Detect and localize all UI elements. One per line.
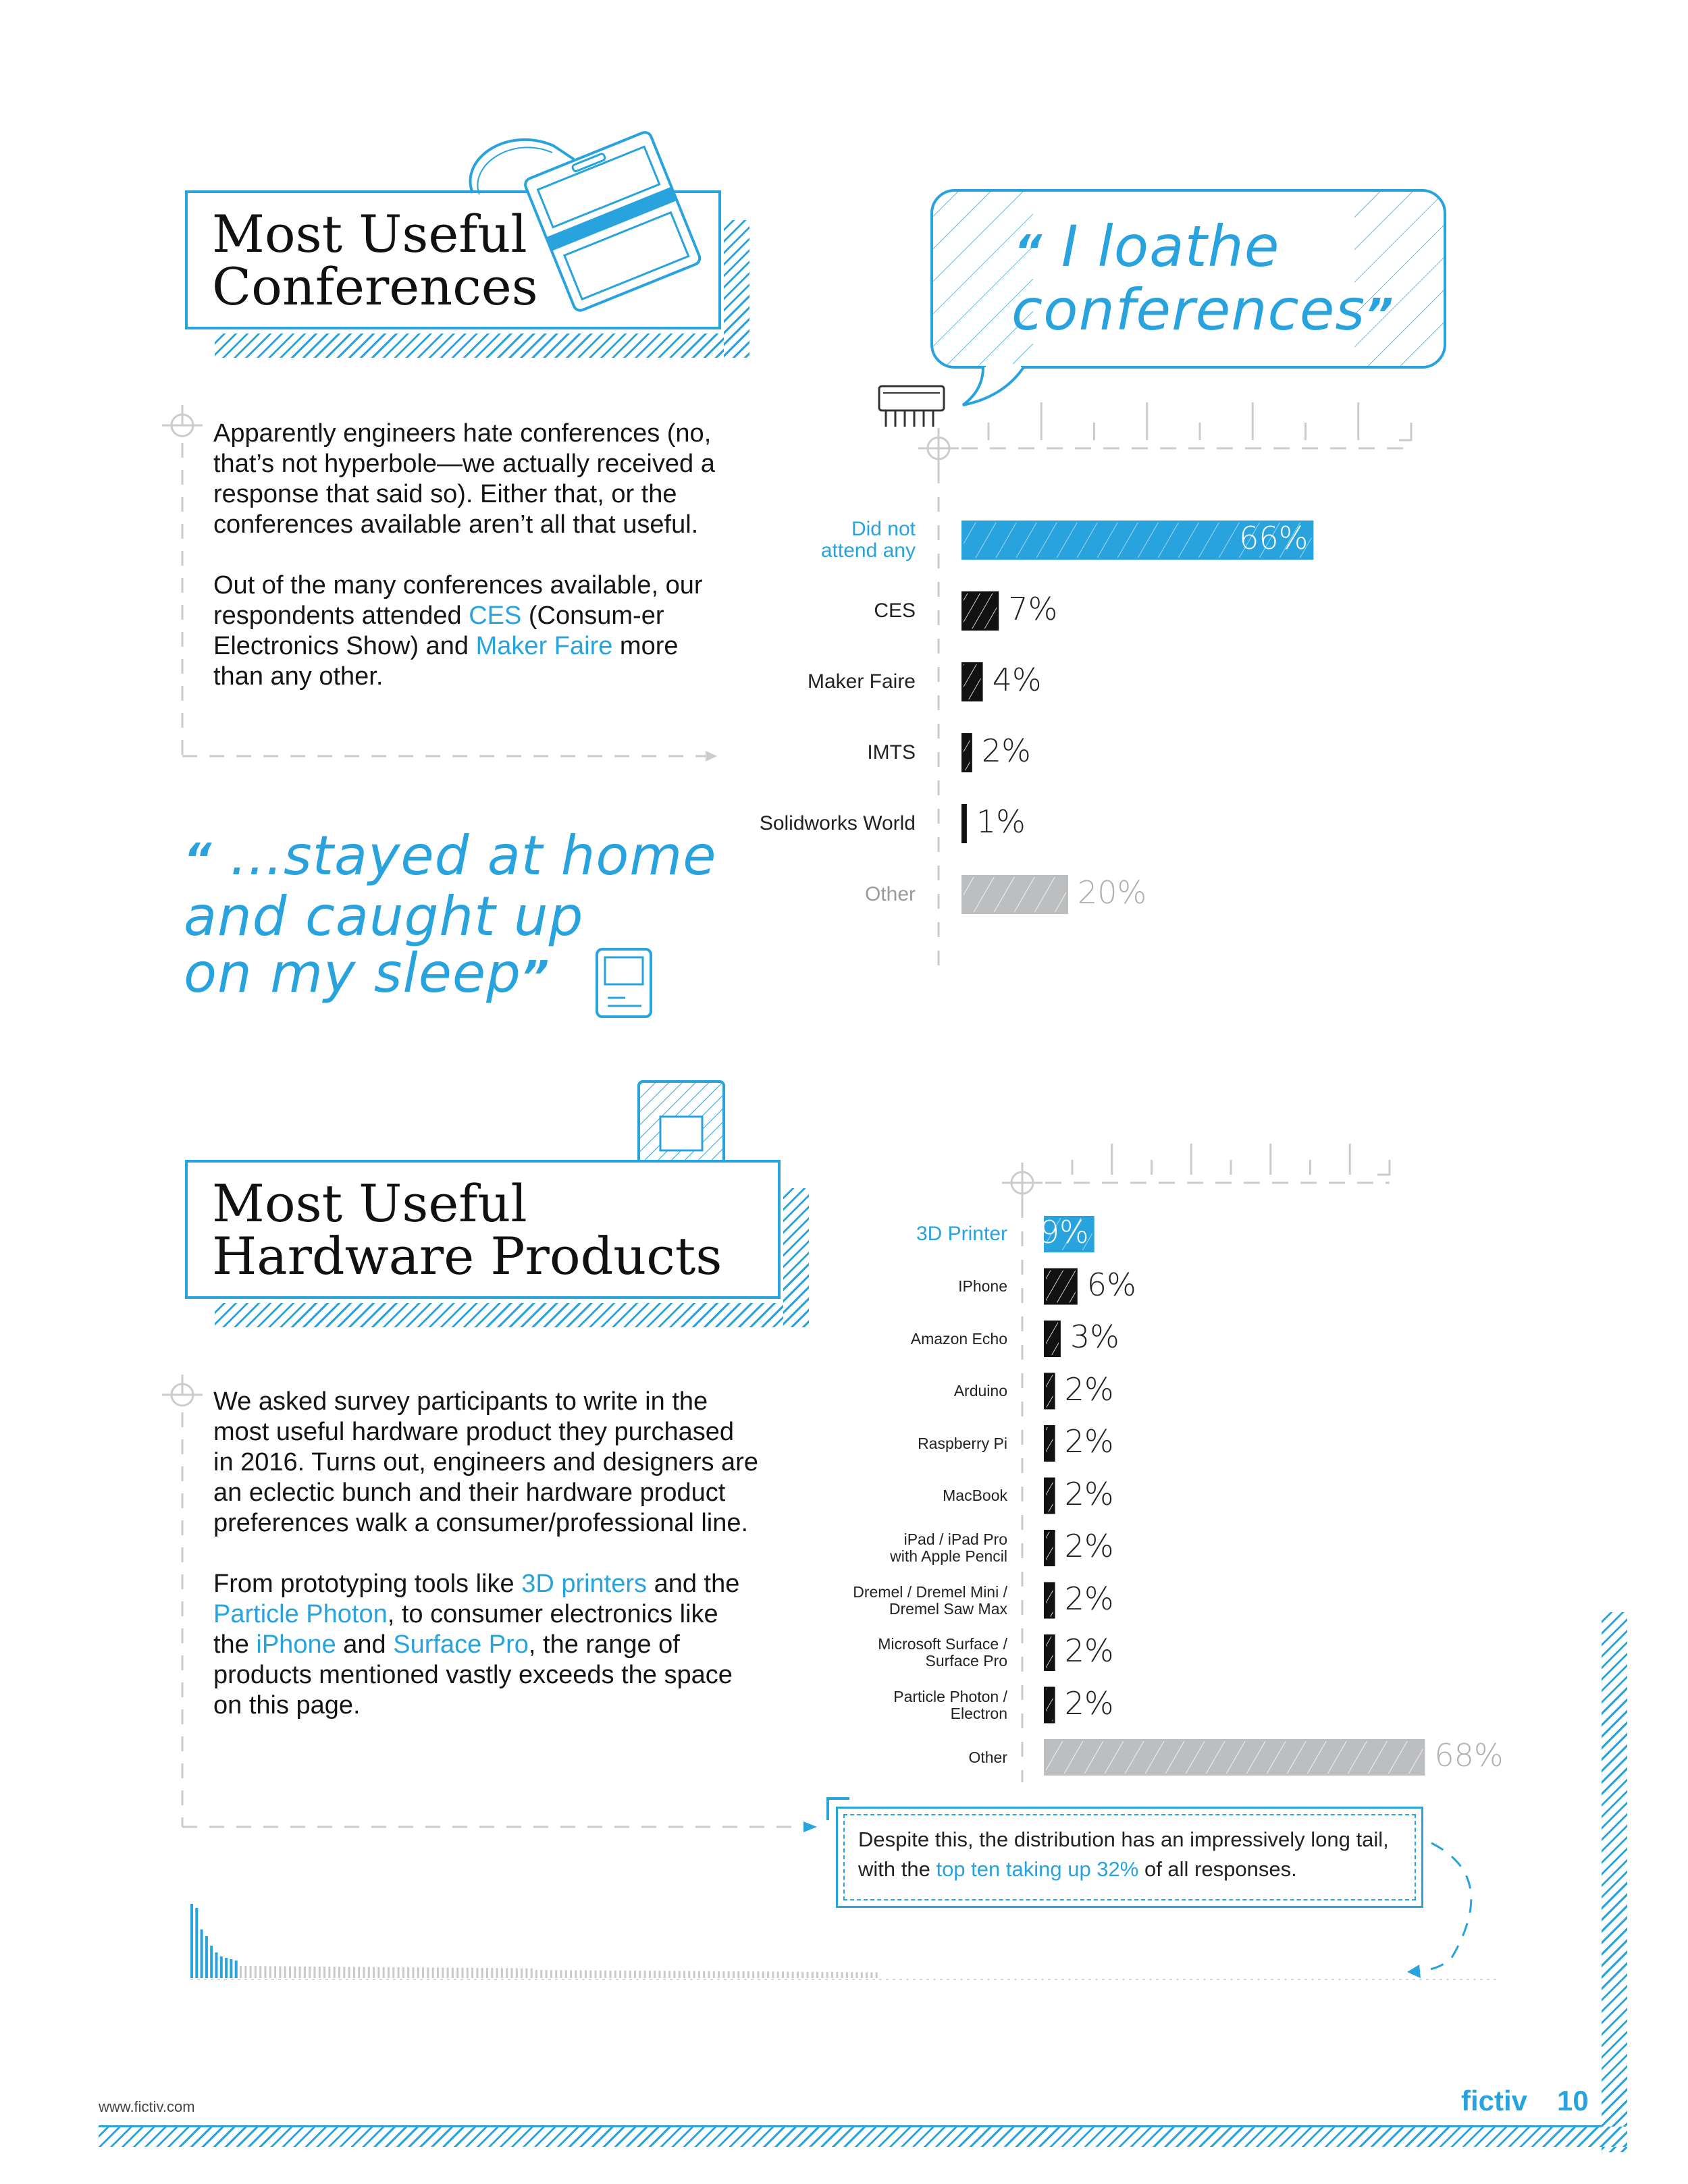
tail-bar bbox=[462, 1968, 464, 1978]
tail-bar bbox=[392, 1967, 394, 1978]
value-label-ces: 7% bbox=[1008, 591, 1058, 627]
tail-bar bbox=[521, 1968, 523, 1978]
value-label-solidworks-world: 1% bbox=[976, 803, 1026, 840]
tail-bar bbox=[230, 1959, 232, 1978]
tail-bar bbox=[747, 1971, 749, 1978]
tail-bar bbox=[398, 1967, 400, 1978]
tail-bar bbox=[841, 1972, 843, 1978]
tail-bar bbox=[471, 1968, 473, 1978]
category-line: Amazon Echo bbox=[910, 1329, 1007, 1348]
tail-bar bbox=[309, 1967, 311, 1978]
value-label-other: 20% bbox=[1078, 874, 1147, 911]
tail-bar bbox=[772, 1971, 774, 1978]
tail-bar bbox=[624, 1971, 626, 1978]
tail-bar bbox=[585, 1971, 587, 1979]
value-label-other: 68% bbox=[1434, 1737, 1504, 1774]
tail-bar bbox=[304, 1967, 306, 1978]
category-line: Did not bbox=[851, 518, 916, 540]
section1-title-line2: Conferences bbox=[212, 257, 538, 317]
category-line: Maker Faire bbox=[807, 670, 916, 693]
value-label-macbook: 2% bbox=[1064, 1475, 1114, 1512]
s2-text-e: , the range of products mentioned vastly exceeds the space on this page. bbox=[213, 1630, 733, 1720]
value-label-maker-faire: 4% bbox=[992, 662, 1042, 698]
footer-url[interactable]: www.fictiv.com bbox=[99, 2098, 195, 2115]
tail-bar bbox=[447, 1968, 449, 1978]
tail-bar bbox=[604, 1971, 606, 1978]
tail-bar bbox=[323, 1967, 325, 1978]
section1-para1: Apparently engineers hate conferences (no, that’s not hyperbole—we actually received a response that said so). Either that, or the conferences available aren’t all that useful. bbox=[213, 419, 715, 539]
open-quote-mark-2: “ bbox=[1014, 227, 1043, 277]
tail-bar bbox=[244, 1966, 246, 1978]
tail-bar bbox=[456, 1968, 458, 1978]
tail-bar bbox=[535, 1970, 537, 1978]
particle-photon-highlight: Particle Photon bbox=[213, 1600, 388, 1628]
category-line: with Apple Pencil bbox=[890, 1547, 1007, 1565]
tail-bar bbox=[348, 1967, 350, 1978]
tail-bar bbox=[417, 1967, 419, 1978]
tail-bar bbox=[259, 1966, 261, 1978]
value-label-microsoft-surface-surface-pro: 2% bbox=[1064, 1632, 1114, 1669]
callout-text-b: of all responses. bbox=[1138, 1857, 1297, 1881]
tail-bar bbox=[338, 1967, 340, 1978]
tail-bar bbox=[413, 1967, 415, 1978]
tail-bar bbox=[201, 1929, 203, 1978]
value-label-arduino: 2% bbox=[1064, 1370, 1114, 1408]
callout-text-a: Despite this, the distribution has an impressively long tail, with the bbox=[858, 1828, 1389, 1881]
tail-bar bbox=[377, 1967, 379, 1978]
tail-bar bbox=[452, 1968, 454, 1978]
tail-bar bbox=[388, 1967, 390, 1978]
section2-para1: We asked survey participants to write in the most useful hardware product they purchased in 2016. Turns out, engineers and designers are an eclectic bunch and their hardware product preferences walk a consumer/professional line. bbox=[213, 1387, 758, 1537]
tail-bar bbox=[728, 1971, 730, 1978]
tail-bar bbox=[255, 1966, 257, 1978]
category-line: Microsoft Surface / bbox=[878, 1635, 1007, 1653]
tail-bar bbox=[225, 1958, 228, 1978]
value-label-particle-photon-electron: 2% bbox=[1064, 1684, 1114, 1722]
tail-bar bbox=[782, 1972, 784, 1979]
tail-bar bbox=[767, 1971, 769, 1978]
s2-text-d: and bbox=[336, 1630, 394, 1659]
quote-sleep-line2: and caught up bbox=[184, 885, 584, 948]
tail-bar bbox=[289, 1967, 291, 1978]
tail-bar bbox=[432, 1967, 434, 1978]
tail-bar bbox=[713, 1971, 715, 1978]
tail-bar bbox=[575, 1970, 577, 1978]
tail-bar bbox=[673, 1971, 675, 1978]
tail-bar bbox=[600, 1971, 602, 1978]
tail-bar bbox=[718, 1971, 720, 1978]
quote-sleep-text3: on my sleep bbox=[184, 942, 521, 1005]
callout-highlight: top ten taking up 32% bbox=[936, 1857, 1139, 1881]
tail-bar bbox=[733, 1971, 735, 1978]
tail-bar bbox=[816, 1972, 818, 1978]
tail-bar bbox=[353, 1967, 355, 1978]
tail-bar bbox=[659, 1971, 661, 1978]
tail-bar bbox=[319, 1967, 321, 1978]
tail-bar bbox=[210, 1946, 213, 1978]
tail-bar bbox=[851, 1972, 853, 1978]
tail-bar bbox=[486, 1968, 488, 1978]
value-label-ipad-ipad-pro-with-apple-pencil: 2% bbox=[1064, 1528, 1114, 1564]
tail-bar bbox=[797, 1972, 799, 1978]
tail-bar bbox=[284, 1967, 286, 1978]
tail-bar bbox=[570, 1970, 572, 1978]
tail-bar bbox=[708, 1971, 710, 1978]
category-line: iPad / iPad Pro bbox=[903, 1530, 1007, 1548]
tail-bar bbox=[654, 1971, 656, 1978]
brand-logo: fictiv bbox=[1461, 2085, 1528, 2116]
para2-text-b: (Consum-er Electronics Show) and bbox=[213, 602, 664, 660]
tail-bar bbox=[294, 1967, 296, 1978]
tail-bar bbox=[683, 1971, 685, 1979]
s2-text-c: , to consumer electronics like the bbox=[213, 1600, 718, 1659]
tail-bar bbox=[866, 1972, 868, 1978]
tail-bar bbox=[195, 1908, 198, 1978]
tail-bar bbox=[580, 1970, 582, 1978]
tail-bar bbox=[610, 1971, 612, 1978]
tail-bar bbox=[737, 1971, 739, 1978]
tail-bar bbox=[698, 1971, 700, 1978]
iphone-highlight: iPhone bbox=[256, 1630, 336, 1659]
tail-bar bbox=[664, 1971, 666, 1978]
category-line: Other bbox=[864, 883, 916, 905]
tail-bar bbox=[831, 1972, 833, 1978]
value-label-imts: 2% bbox=[981, 733, 1031, 769]
tail-bar bbox=[752, 1971, 754, 1978]
ces-highlight: CES bbox=[469, 602, 522, 630]
tail-bar bbox=[540, 1970, 542, 1978]
tail-bar bbox=[856, 1972, 858, 1978]
category-line: Electron bbox=[950, 1704, 1007, 1722]
tail-bar bbox=[220, 1956, 223, 1978]
s2-text-b: and the bbox=[647, 1570, 740, 1598]
tail-bar bbox=[546, 1970, 548, 1978]
category-line: Dremel / Dremel Mini / bbox=[853, 1582, 1007, 1601]
tail-bar bbox=[437, 1967, 439, 1978]
tail-bar bbox=[595, 1971, 597, 1978]
section1-title-line1: Most Useful bbox=[212, 204, 527, 264]
tail-bar bbox=[560, 1970, 562, 1978]
quote-sleep-text1: ...stayed at home bbox=[230, 824, 717, 887]
tail-bar bbox=[876, 1972, 878, 1978]
category-line: Solidworks World bbox=[759, 812, 916, 834]
tail-bar bbox=[215, 1952, 218, 1978]
section2-title-line2: Hardware Products bbox=[212, 1226, 722, 1286]
tail-bar bbox=[501, 1968, 503, 1978]
tail-bar bbox=[269, 1966, 271, 1978]
tail-bar bbox=[762, 1971, 764, 1978]
tail-bar bbox=[235, 1961, 238, 1978]
category-line: Dremel Saw Max bbox=[889, 1599, 1007, 1618]
tail-bar bbox=[525, 1968, 527, 1978]
tail-bar bbox=[531, 1969, 533, 1978]
tail-bar bbox=[334, 1967, 336, 1978]
tail-bar bbox=[629, 1971, 631, 1978]
category-line: MacBook bbox=[943, 1487, 1007, 1504]
tail-bar bbox=[693, 1971, 695, 1978]
tail-bar bbox=[467, 1968, 469, 1978]
tail-bar bbox=[634, 1971, 636, 1978]
3d-printers-highlight: 3D printers bbox=[521, 1570, 648, 1598]
value-label-raspberry-pi: 2% bbox=[1064, 1423, 1114, 1460]
tail-bar bbox=[422, 1967, 424, 1978]
tail-bar bbox=[314, 1967, 316, 1978]
para2-text-a: Out of the many conferences available, our respondents attended bbox=[213, 571, 703, 630]
tail-bar bbox=[555, 1970, 557, 1978]
tail-bar bbox=[688, 1971, 690, 1978]
tail-bar bbox=[722, 1971, 724, 1978]
tail-bar bbox=[649, 1971, 651, 1978]
tail-bar bbox=[743, 1971, 745, 1978]
page-number: 10 bbox=[1557, 2085, 1589, 2116]
page-frame-bottom bbox=[99, 2127, 1627, 2147]
open-quote-mark: “ bbox=[184, 835, 213, 885]
category-line: Raspberry Pi bbox=[918, 1434, 1007, 1452]
category-line: IPhone bbox=[958, 1277, 1007, 1295]
category-line: IMTS bbox=[867, 741, 916, 764]
tail-bar bbox=[427, 1967, 429, 1978]
tail-bar bbox=[299, 1967, 301, 1978]
tail-bar bbox=[589, 1971, 591, 1978]
tail-bar bbox=[644, 1971, 646, 1978]
tail-bar bbox=[565, 1970, 567, 1978]
tail-bar bbox=[679, 1971, 681, 1978]
surface-pro-highlight: Surface Pro bbox=[393, 1630, 529, 1659]
page-frame-right bbox=[1602, 1612, 1627, 2152]
value-label-dremel-dremel-mini-dremel-saw-max: 2% bbox=[1064, 1580, 1114, 1617]
page-frame-inner bbox=[99, 2125, 1602, 2127]
s2-text-a: From prototyping tools like bbox=[213, 1570, 522, 1598]
value-label-did-not-attend-any: 66% bbox=[1239, 520, 1309, 556]
tail-bar bbox=[821, 1972, 823, 1978]
tail-bar bbox=[836, 1972, 838, 1978]
tail-bar bbox=[328, 1967, 330, 1978]
para2-text-c: more than any other. bbox=[213, 632, 679, 691]
tail-bar bbox=[190, 1904, 193, 1978]
tail-bar bbox=[496, 1968, 498, 1978]
tail-bar bbox=[787, 1972, 789, 1978]
tail-bar bbox=[205, 1936, 208, 1978]
tail-bar bbox=[373, 1967, 375, 1978]
section2-title-line1: Most Useful bbox=[212, 1173, 527, 1233]
tail-bar bbox=[402, 1967, 404, 1978]
tail-bar bbox=[758, 1971, 760, 1978]
tail-bar bbox=[476, 1968, 478, 1978]
category-line: Other bbox=[968, 1748, 1007, 1766]
category-line: Surface Pro bbox=[925, 1652, 1007, 1670]
tail-bar bbox=[363, 1967, 365, 1979]
tail-bar bbox=[639, 1971, 641, 1978]
tail-bar bbox=[368, 1967, 370, 1978]
tail-bar bbox=[668, 1971, 670, 1978]
tail-bar bbox=[442, 1967, 444, 1978]
value-label-amazon-echo: 3% bbox=[1070, 1319, 1119, 1355]
tail-bar bbox=[812, 1972, 814, 1978]
value-label-iphone: 6% bbox=[1086, 1266, 1136, 1303]
category-line: CES bbox=[874, 600, 916, 622]
tail-bar bbox=[619, 1971, 621, 1978]
tail-bar bbox=[358, 1967, 360, 1978]
tail-bar bbox=[777, 1971, 779, 1978]
close-quote-mark: ” bbox=[521, 953, 550, 1003]
tail-bar bbox=[511, 1968, 513, 1978]
category-line: Particle Photon / bbox=[893, 1687, 1007, 1705]
tail-bar bbox=[250, 1966, 252, 1978]
tail-bar bbox=[846, 1972, 848, 1978]
quote-loathe-text2: conferences bbox=[1011, 277, 1366, 343]
tail-bar bbox=[807, 1972, 809, 1978]
tail-bar bbox=[491, 1968, 493, 1978]
category-line: 3D Printer bbox=[916, 1223, 1007, 1245]
tail-bar bbox=[516, 1968, 518, 1978]
tail-bar bbox=[792, 1972, 794, 1978]
value-label-3d-printer: 9% bbox=[1039, 1214, 1089, 1250]
tail-bar bbox=[870, 1972, 872, 1978]
tail-bar bbox=[614, 1971, 616, 1978]
tail-bar bbox=[407, 1967, 409, 1978]
category-line: attend any bbox=[820, 539, 916, 562]
category-line: Arduino bbox=[953, 1382, 1007, 1400]
close-quote-mark-2: ” bbox=[1365, 290, 1394, 340]
tail-bar bbox=[801, 1972, 803, 1978]
tail-bar bbox=[481, 1968, 483, 1978]
quote-loathe-text1: I loathe bbox=[1061, 213, 1280, 279]
tail-bar bbox=[383, 1967, 385, 1978]
tail-bar bbox=[240, 1966, 242, 1978]
tail-bar bbox=[274, 1966, 276, 1978]
tail-bar bbox=[343, 1967, 345, 1978]
tail-bar bbox=[265, 1966, 267, 1978]
maker-faire-highlight: Maker Faire bbox=[475, 632, 613, 660]
tail-bar bbox=[506, 1968, 508, 1978]
tail-bar bbox=[826, 1972, 828, 1978]
tail-bar bbox=[550, 1970, 552, 1978]
tail-bar bbox=[279, 1966, 281, 1978]
tail-bar bbox=[703, 1971, 705, 1978]
tail-bar bbox=[861, 1972, 863, 1978]
